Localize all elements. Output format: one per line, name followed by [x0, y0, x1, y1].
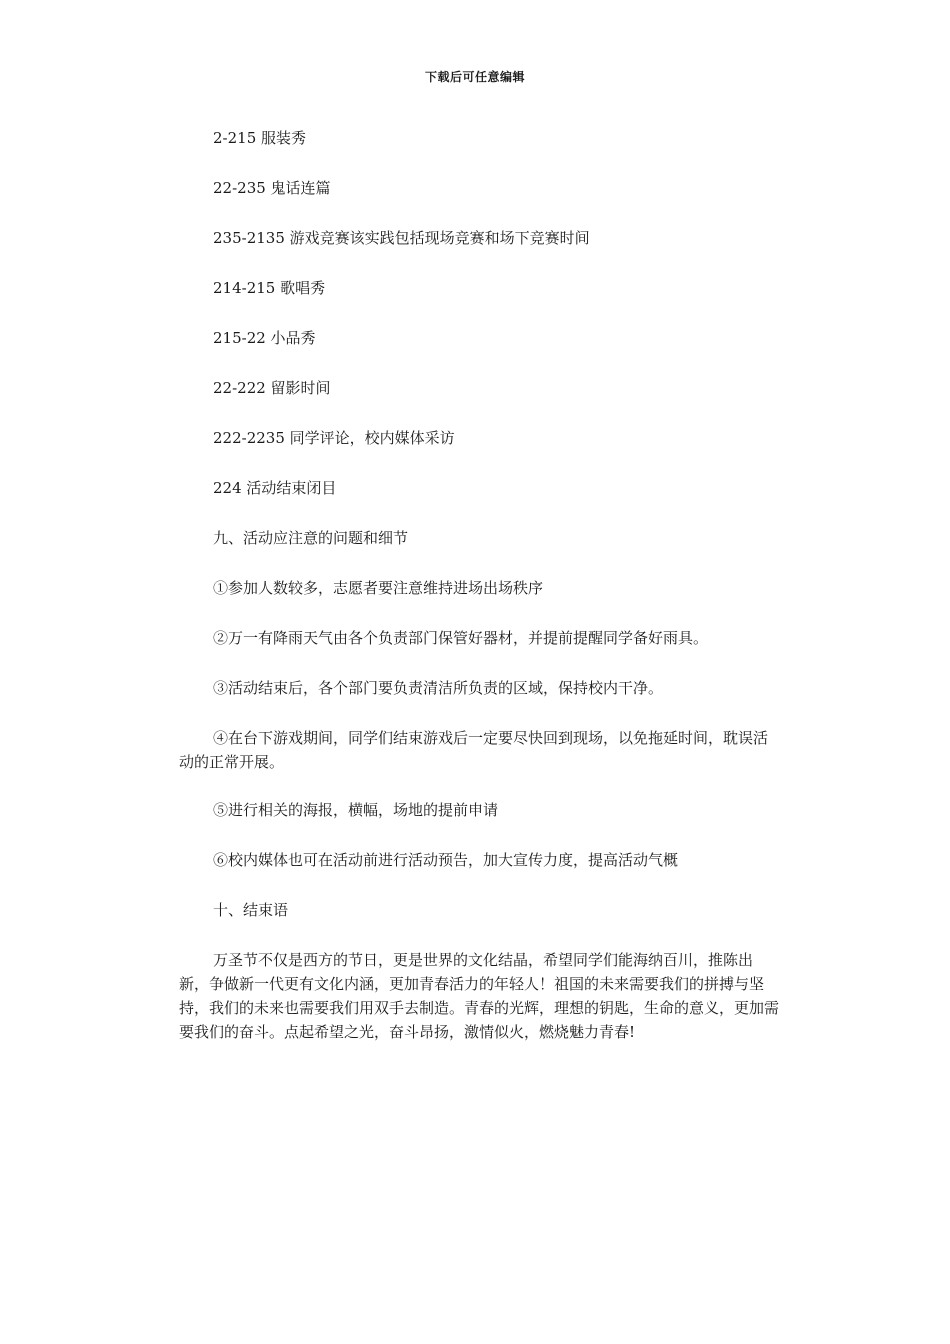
- schedule-item: 222-2235 同学评论，校内媒体采访: [213, 429, 455, 447]
- note-item: ①参加人数较多，志愿者要注意维持进场出场秩序: [213, 579, 544, 597]
- note-item: ④在台下游戏期间，同学们结束游戏后一定要尽快回到现场，以免拖延时间，耽误活动的正常开展。: [179, 729, 769, 771]
- schedule-item: 22-222 留影时间: [213, 379, 331, 397]
- note-item: ②万一有降雨天气由各个负责部门保管好器材，并提前提醒同学备好雨具。: [213, 629, 709, 647]
- schedule-item: 215-22 小品秀: [213, 329, 316, 347]
- schedule-item: 22-235 鬼话连篇: [213, 179, 331, 197]
- schedule-item: 214-215 歌唱秀: [213, 279, 326, 297]
- note-item: ⑤进行相关的海报，横幅，场地的提前申请: [213, 801, 499, 819]
- schedule-item: 224 活动结束闭目: [213, 479, 337, 497]
- section-9-heading: 九、活动应注意的问题和细节: [213, 529, 409, 547]
- document-body: [179, 126, 779, 1059]
- closing-paragraph: 万圣节不仅是西方的节日，更是世界的文化结晶，希望同学们能海纳百川，推陈出新，争做新一代更有文化内涵，更加青春活力的年轻人！祖国的未来需要我们的拼搏与坚持，我们的未来也需要我们用双手去制造。青春的光辉，理想的钥匙，生命的意义，更加需要我们的奋斗。点起希望之光，奋斗昂扬，激情似火，燃烧魅力青春!: [179, 951, 780, 1041]
- note-item: ③活动结束后，各个部门要负责清洁所负责的区域，保持校内干净。: [213, 679, 664, 697]
- schedule-item: 2-215 服装秀: [213, 129, 307, 147]
- note-item: ⑥校内媒体也可在活动前进行活动预告，加大宣传力度，提高活动气概: [213, 851, 679, 869]
- page-header-note: 下载后可任意编辑: [424, 70, 525, 84]
- schedule-item: 235-2135 游戏竞赛该实践包括现场竞赛和场下竞赛时间: [213, 229, 590, 247]
- section-10-heading: 十、结束语: [213, 901, 289, 919]
